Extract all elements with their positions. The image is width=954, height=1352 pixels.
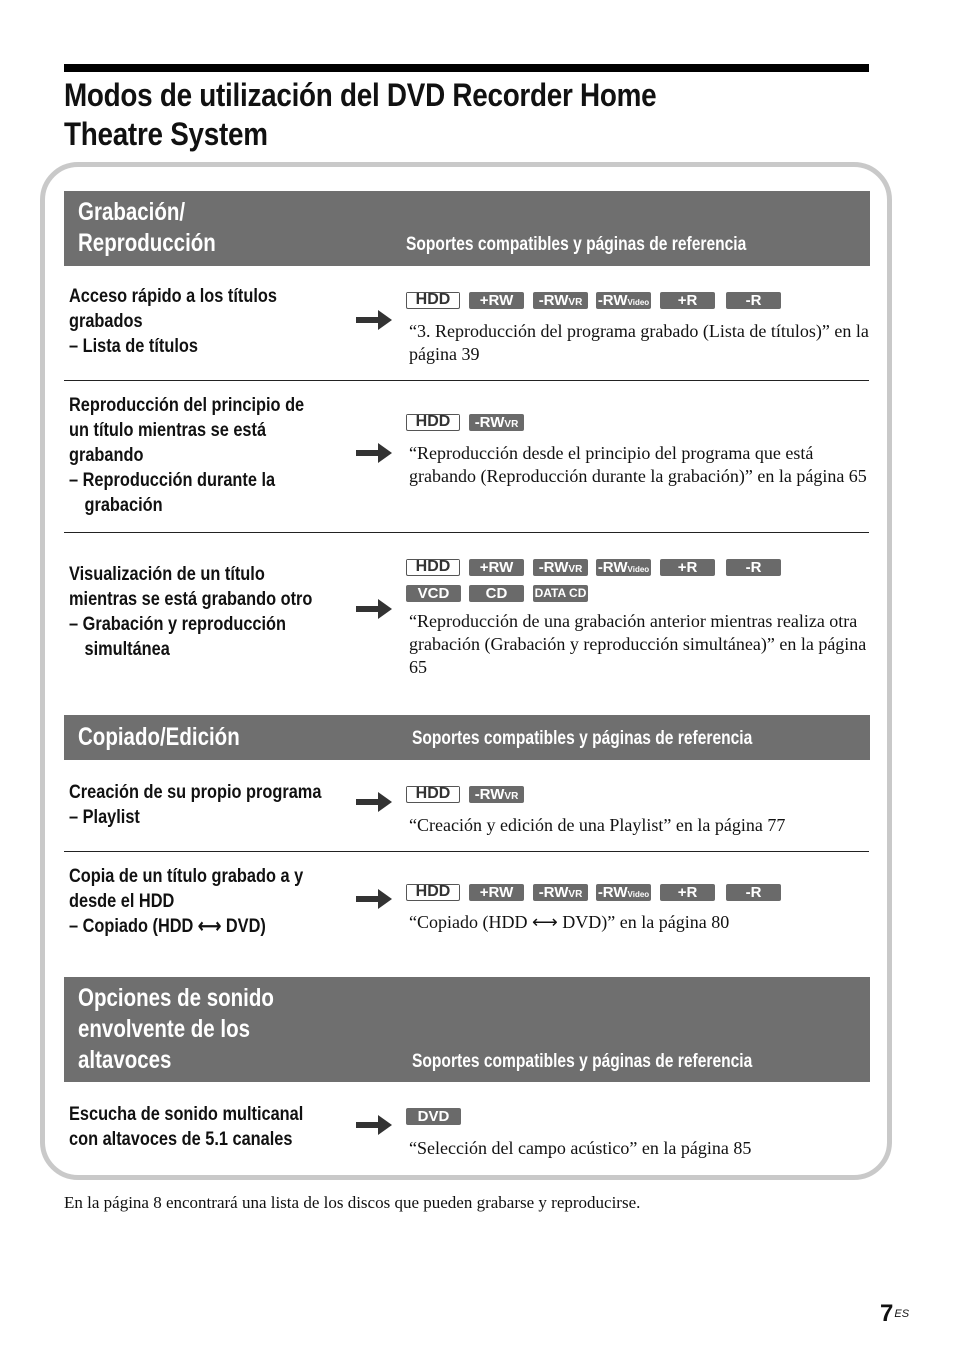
row-divider [64,532,869,533]
plus-r-badge: +R [660,559,715,576]
right-arrow-icon [356,442,392,464]
row-title-lista-titulos: Acceso rápido a los títulos grabados – Lista de títulos [69,286,277,357]
row-title-copiado: Copia de un título grabado a y desde el HDD – Copiado (HDD ⟷ DVD) [69,866,304,937]
section-header-copiado [64,715,870,760]
plus-rw-badge: +RW [469,292,524,309]
plus-r-badge: +R [660,292,715,309]
section-title: Opciones de sonido envolvente de los altavoces [78,984,274,1074]
section-title: Grabación/ Reproducción [78,198,216,257]
page-number: $7^{ES}$ [880,1300,910,1327]
hdd-badge: HDD [406,414,460,431]
data-cd-badge: DATA CD [534,586,587,600]
minus-rw-vr-badge: -RWVR [469,414,524,431]
row-title-playlist: Creación de su propio programa – Playlist [69,782,322,828]
hdd-badge: HDD [406,884,460,901]
minus-r-badge: -R [726,292,781,309]
reference-text: “Selección del campo acústico” en la página 85 [409,1138,752,1158]
minus-rw-video-badge: -RWVideo [597,292,650,309]
section-header-grabacion [64,191,870,266]
right-arrow-icon [356,598,392,620]
section-header-sonido [64,977,870,1082]
plus-rw-badge: +RW [469,559,524,576]
row-title-sonido-multicanal: Escucha de sonido multicanal con altavoces de 5.1 canales [69,1104,304,1150]
vcd-badge: VCD [406,585,461,602]
section-subtitle: Soportes compatibles y páginas de referencia [406,234,747,255]
row-divider [64,380,869,381]
title-rule [64,64,869,72]
hdd-badge: HDD [406,559,460,576]
reference-text: “Creación y edición de una Playlist” en la página 77 [409,815,786,835]
section-title: Copiado/Edición [78,723,240,751]
section-subtitle: Soportes compatibles y páginas de referencia [412,1051,753,1072]
hdd-badge: HDD [406,786,460,803]
footnote: En la página 8 encontrará una lista de los discos que pueden grabarse y reproducirse. [64,1193,641,1212]
plus-r-badge: +R [660,884,715,901]
row-divider [64,851,869,852]
right-arrow-icon [356,1114,392,1136]
dvd-badge: DVD [406,1108,461,1125]
plus-rw-badge: +RW [469,884,524,901]
section-subtitle: Soportes compatibles y páginas de referencia [412,728,753,749]
minus-rw-video-badge: -RWVideo [597,559,650,576]
minus-rw-vr-badge: -RWVR [533,292,588,309]
minus-rw-vr-badge: -RWVR [533,559,588,576]
reference-text: “Reproducción de una grabación anterior mientras realiza otra grabación (Grabación y reproducción simultánea)” en la página 65 [409,611,867,677]
row-title-reproduccion-durante-grabacion: Reproducción del principio de un título mientras se está grabando – Reproducción durante la grabación [69,395,305,516]
hdd-badge: HDD [406,292,460,309]
minus-r-badge: -R [726,559,781,576]
minus-rw-video-badge: -RWVideo [597,884,650,901]
minus-rw-vr-badge: -RWVR [469,786,524,803]
right-arrow-icon [356,309,392,331]
reference-text: “Reproducción desde el principio del programa que está grabando (Reproducción durante la grabación)” en la página 65 [409,443,867,486]
minus-r-badge: -R [726,884,781,901]
row-title-grabacion-reproduccion-simultanea: Visualización de un título mientras se está grabando otro – Grabación y reproducción simultánea [69,564,313,660]
right-arrow-icon [356,888,392,910]
page-title: Modos de utilización del DVD Recorder Home Theatre System [64,77,657,152]
minus-rw-vr-badge: -RWVR [533,884,588,901]
reference-text: “Copiado (HDD ⟷ DVD)” en la página 80 [409,912,730,932]
cd-badge: CD [469,585,524,602]
right-arrow-icon [356,791,392,813]
reference-text: “3. Reproducción del programa grabado (Lista de títulos)” en la página 39 [409,321,869,364]
